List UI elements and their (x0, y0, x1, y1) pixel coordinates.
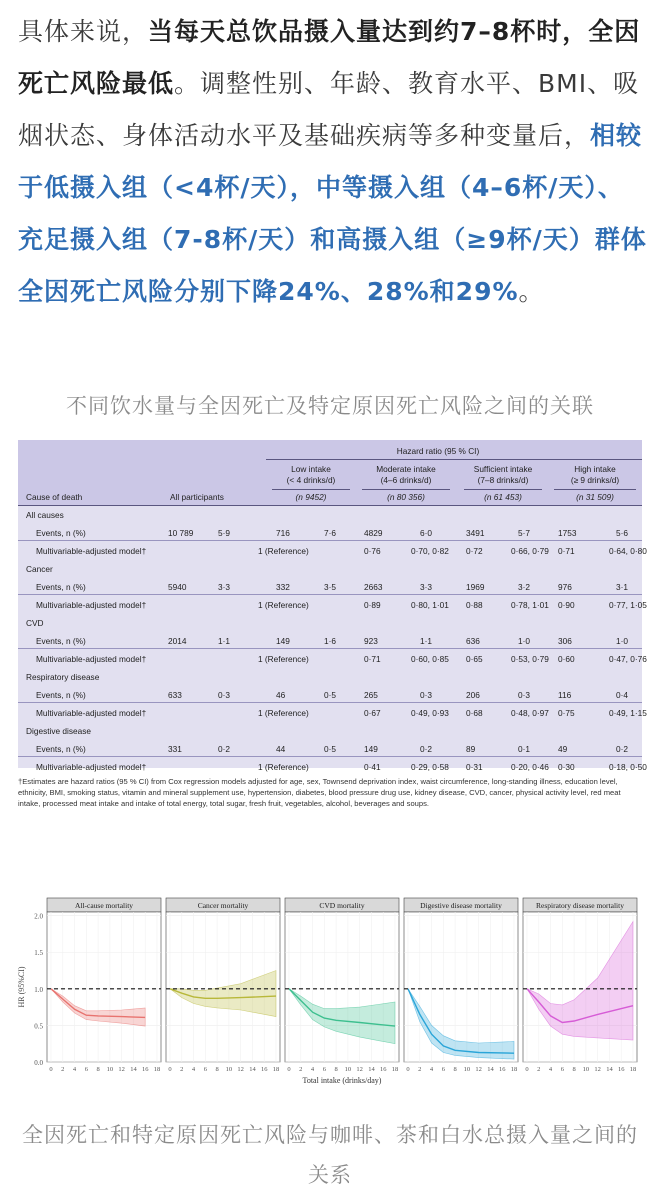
x-tick-label: 0 (168, 1066, 172, 1073)
events-value: 3·3 (420, 582, 432, 592)
events-value: 5·6 (616, 528, 628, 538)
table-footnote: †Estimates are hazard ratios (95 % CI) from Cox regression models adjusted for age, sex, Townsend deprivation index, waist circumference, long-standing illness, education level, ethnicity, BMI, smoking status, vitamin and mineral supplement use, hypertension, diabetes, blood pressure drug use, kidney disease, CVD, cancer, physical activity level, red meat intake, processed meat intake and intake of total energy, total sugar, fresh fruit, vegetables, alcohol, beverages and soups. (18, 777, 621, 808)
row-divider (18, 648, 642, 649)
x-tick-label: 8 (215, 1066, 219, 1073)
events-value: 3·2 (518, 582, 530, 592)
group-underline (554, 489, 636, 490)
x-tick-label: 14 (368, 1066, 375, 1073)
events-value: 49 (558, 744, 568, 754)
model-value: 1 (Reference) (258, 600, 309, 610)
x-tick-label: 12 (118, 1066, 125, 1073)
x-tick-label: 0 (49, 1066, 53, 1073)
events-value: 3491 (466, 528, 485, 538)
group-range: (≥ 9 drinks/d) (570, 475, 620, 485)
model-value: 0·72 (466, 546, 483, 556)
model-value: 0·18, 0·50 (609, 762, 647, 772)
events-value: 306 (558, 636, 572, 646)
x-tick-label: 4 (310, 1066, 315, 1073)
y-tick-label: 1.0 (34, 985, 43, 994)
y-tick-label: 2.0 (34, 912, 43, 921)
x-tick-label: 8 (96, 1066, 100, 1073)
model-value: 0·90 (558, 600, 575, 610)
events-value: 1969 (466, 582, 485, 592)
events-value: 6·0 (420, 528, 432, 538)
row-divider (18, 702, 642, 703)
x-tick-label: 2 (418, 1066, 422, 1073)
figure-caption: 全因死亡和特定原因死亡风险与咖啡、茶和白水总摄入量之间的关系 (22, 1123, 638, 1187)
events-value: 3·3 (218, 582, 230, 592)
events-value: 0·2 (616, 744, 628, 754)
model-value: 0·66, 0·79 (511, 546, 549, 556)
x-tick-label: 8 (334, 1066, 338, 1073)
events-value: 0·1 (518, 744, 530, 754)
events-value: 923 (364, 636, 378, 646)
model-value: 0·48, 0·97 (511, 708, 549, 718)
events-value: 89 (466, 744, 476, 754)
events-value: 10 789 (168, 528, 194, 538)
article-paragraph (18, 6, 648, 318)
article-text-plain: 具体来说， (18, 17, 149, 46)
model-value: 0·71 (558, 546, 575, 556)
col-all-header: All participants (170, 492, 224, 502)
events-value: 5940 (168, 582, 187, 592)
y-axis-label: HR (95%CI) (17, 966, 26, 1008)
x-tick-label: 18 (391, 1066, 399, 1073)
group-name: High intake (574, 464, 616, 474)
events-value: 1753 (558, 528, 577, 538)
row-divider (18, 756, 642, 757)
panel-title: Digestive disease mortality (420, 901, 502, 910)
x-tick-label: 16 (498, 1066, 506, 1073)
header-bottom-line (18, 505, 642, 506)
x-tick-label: 16 (379, 1066, 387, 1073)
model-value: 0·60, 0·85 (411, 654, 449, 664)
model-value: 0·64, 0·80 (609, 546, 647, 556)
group-underline (362, 489, 450, 490)
events-label: Events, n (%) (36, 690, 86, 700)
model-label: Multivariable-adjusted model† (36, 654, 147, 664)
x-tick-label: 4 (429, 1066, 434, 1073)
group-range: (< 4 drinks/d) (286, 475, 336, 485)
model-label: Multivariable-adjusted model† (36, 762, 147, 772)
model-value: 0·70, 0·82 (411, 546, 449, 556)
x-tick-label: 4 (72, 1066, 77, 1073)
group-n: (n 61 453) (484, 492, 522, 502)
hazard-ratio-table (18, 440, 647, 772)
col-cause-header: Cause of death (26, 492, 83, 502)
panel-title: All-cause mortality (74, 901, 134, 910)
x-tick-label: 2 (537, 1066, 541, 1073)
events-value: 0·3 (218, 690, 230, 700)
x-tick-label: 14 (606, 1066, 613, 1073)
model-value: 0·67 (364, 708, 381, 718)
events-value: 149 (276, 636, 290, 646)
x-tick-label: 6 (84, 1066, 88, 1073)
events-value: 636 (466, 636, 480, 646)
model-value: 0·20, 0·46 (511, 762, 549, 772)
events-value: 3·5 (324, 582, 336, 592)
events-label: Events, n (%) (36, 582, 86, 592)
row-divider (18, 540, 642, 541)
group-underline (272, 489, 350, 490)
hazard-ratio-header: Hazard ratio (95 % CI) (396, 446, 480, 456)
x-tick-label: 10 (344, 1066, 352, 1073)
model-value: 0·29, 0·58 (411, 762, 449, 772)
events-value: 716 (276, 528, 290, 538)
events-value: 3·1 (616, 582, 628, 592)
events-value: 0·4 (616, 690, 628, 700)
x-tick-label: 18 (510, 1066, 518, 1073)
x-tick-label: 0 (287, 1066, 291, 1073)
panel-title: Cancer mortality (197, 901, 249, 910)
article-text-bold: 当每天总饮品摄入量达到约7–8杯时，全因死亡风险最低 (18, 17, 641, 98)
y-tick-label: 0.5 (34, 1022, 43, 1031)
events-label: Events, n (%) (36, 528, 86, 538)
x-tick-label: 6 (322, 1066, 326, 1073)
model-value: 0·68 (466, 708, 483, 718)
model-value: 0·49, 0·93 (411, 708, 449, 718)
x-tick-label: 12 (356, 1066, 363, 1073)
x-tick-label: 18 (629, 1066, 637, 1073)
x-tick-label: 2 (180, 1066, 184, 1073)
events-value: 46 (276, 690, 286, 700)
events-value: 1·0 (518, 636, 530, 646)
x-tick-label: 18 (153, 1066, 161, 1073)
x-tick-label: 12 (475, 1066, 482, 1073)
events-value: 1·6 (324, 636, 336, 646)
x-tick-label: 12 (594, 1066, 601, 1073)
events-value: 1·1 (420, 636, 432, 646)
x-tick-label: 14 (487, 1066, 494, 1073)
model-value: 0·88 (466, 600, 483, 610)
x-tick-label: 10 (463, 1066, 471, 1073)
group-n: (n 9452) (295, 492, 327, 502)
model-value: 1 (Reference) (258, 762, 309, 772)
model-value: 0·89 (364, 600, 381, 610)
events-value: 206 (466, 690, 480, 700)
model-value: 0·77, 1·05 (609, 600, 647, 610)
x-tick-label: 16 (260, 1066, 268, 1073)
events-value: 5·9 (218, 528, 230, 538)
model-value: 0·53, 0·79 (511, 654, 549, 664)
x-tick-label: 4 (191, 1066, 196, 1073)
events-value: 1·1 (218, 636, 230, 646)
x-tick-label: 2 (61, 1066, 65, 1073)
section-title: Digestive disease (26, 726, 92, 736)
events-value: 265 (364, 690, 378, 700)
x-tick-label: 8 (572, 1066, 576, 1073)
group-underline (464, 489, 542, 490)
article-text-plain: 。调整性别、年龄、教育水平、BMI、吸烟状态、身体活动水平及基础疾病等多种变量后， (18, 69, 640, 150)
group-range: (7–8 drinks/d) (477, 475, 529, 485)
group-range: (4–6 drinks/d) (380, 475, 432, 485)
events-value: 0·5 (324, 744, 336, 754)
x-tick-label: 2 (299, 1066, 303, 1073)
x-tick-label: 6 (560, 1066, 564, 1073)
model-value: 0·49, 1·15 (609, 708, 647, 718)
events-value: 331 (168, 744, 182, 754)
x-tick-label: 0 (525, 1066, 529, 1073)
x-tick-label: 0 (406, 1066, 410, 1073)
model-value: 0·31 (466, 762, 483, 772)
x-tick-label: 12 (237, 1066, 244, 1073)
events-value: 633 (168, 690, 182, 700)
article-text-highlight: 相较于低摄入组（<4杯/天），中等摄入组（4–6杯/天）、充足摄入组（7-8杯/天）和高摄入组（≥9杯/天）群体全因死亡风险分别下降24%、28%和29% (18, 121, 647, 306)
x-tick-label: 16 (617, 1066, 625, 1073)
events-value: 116 (558, 690, 572, 700)
model-value: 0·65 (466, 654, 483, 664)
events-value: 44 (276, 744, 286, 754)
model-value: 1 (Reference) (258, 708, 309, 718)
group-n: (n 80 356) (387, 492, 425, 502)
events-value: 0·3 (420, 690, 432, 700)
x-axis-label: Total intake (drinks/day) (302, 1076, 382, 1085)
model-value: 0·78, 1·01 (511, 600, 549, 610)
events-value: 2663 (364, 582, 383, 592)
model-value: 0·60 (558, 654, 575, 664)
model-value: 1 (Reference) (258, 546, 309, 556)
model-value: 1 (Reference) (258, 654, 309, 664)
group-name: Low intake (291, 464, 331, 474)
panel-title: Respiratory disease mortality (536, 901, 624, 910)
x-tick-label: 6 (441, 1066, 445, 1073)
model-label: Multivariable-adjusted model† (36, 708, 147, 718)
events-value: 0·5 (324, 690, 336, 700)
events-value: 5·7 (518, 528, 530, 538)
x-tick-label: 8 (453, 1066, 457, 1073)
x-tick-label: 14 (130, 1066, 137, 1073)
panel-frame (404, 912, 518, 1062)
events-value: 0·2 (420, 744, 432, 754)
x-tick-label: 4 (548, 1066, 553, 1073)
header-underline (266, 459, 642, 460)
x-tick-label: 10 (106, 1066, 114, 1073)
section-title: Cancer (26, 564, 53, 574)
events-label: Events, n (%) (36, 744, 86, 754)
events-value: 332 (276, 582, 290, 592)
mortality-curves-chart (14, 890, 646, 1100)
model-value: 0·47, 0·76 (609, 654, 647, 664)
row-divider (18, 594, 642, 595)
events-value: 0·2 (218, 744, 230, 754)
events-label: Events, n (%) (36, 636, 86, 646)
events-value: 4829 (364, 528, 383, 538)
model-label: Multivariable-adjusted model† (36, 546, 147, 556)
events-value: 7·6 (324, 528, 336, 538)
section-title: All causes (26, 510, 64, 520)
model-value: 0·30 (558, 762, 575, 772)
x-tick-label: 14 (249, 1066, 256, 1073)
panel-frame (47, 912, 161, 1062)
model-value: 0·41 (364, 762, 381, 772)
x-tick-label: 16 (141, 1066, 149, 1073)
model-label: Multivariable-adjusted model† (36, 600, 147, 610)
group-n: (n 31 509) (576, 492, 614, 502)
model-value: 0·80, 1·01 (411, 600, 449, 610)
group-name: Moderate intake (376, 464, 436, 474)
x-tick-label: 10 (225, 1066, 233, 1073)
events-value: 0·3 (518, 690, 530, 700)
x-tick-label: 18 (272, 1066, 280, 1073)
events-value: 976 (558, 582, 572, 592)
table-caption: 不同饮水量与全因死亡及特定原因死亡风险之间的关联 (66, 394, 594, 418)
section-title: Respiratory disease (26, 672, 100, 682)
y-tick-label: 1.5 (34, 949, 43, 958)
group-name: Sufficient intake (473, 464, 533, 474)
article-text-plain: 。 (518, 277, 545, 306)
x-tick-label: 6 (203, 1066, 207, 1073)
events-value: 2014 (168, 636, 187, 646)
events-value: 149 (364, 744, 378, 754)
model-value: 0·75 (558, 708, 575, 718)
events-value: 1·0 (616, 636, 628, 646)
model-value: 0·76 (364, 546, 381, 556)
model-value: 0·71 (364, 654, 381, 664)
x-tick-label: 10 (582, 1066, 590, 1073)
y-tick-label: 0.0 (34, 1059, 43, 1067)
section-title: CVD (26, 618, 44, 628)
panel-title: CVD mortality (319, 901, 365, 910)
